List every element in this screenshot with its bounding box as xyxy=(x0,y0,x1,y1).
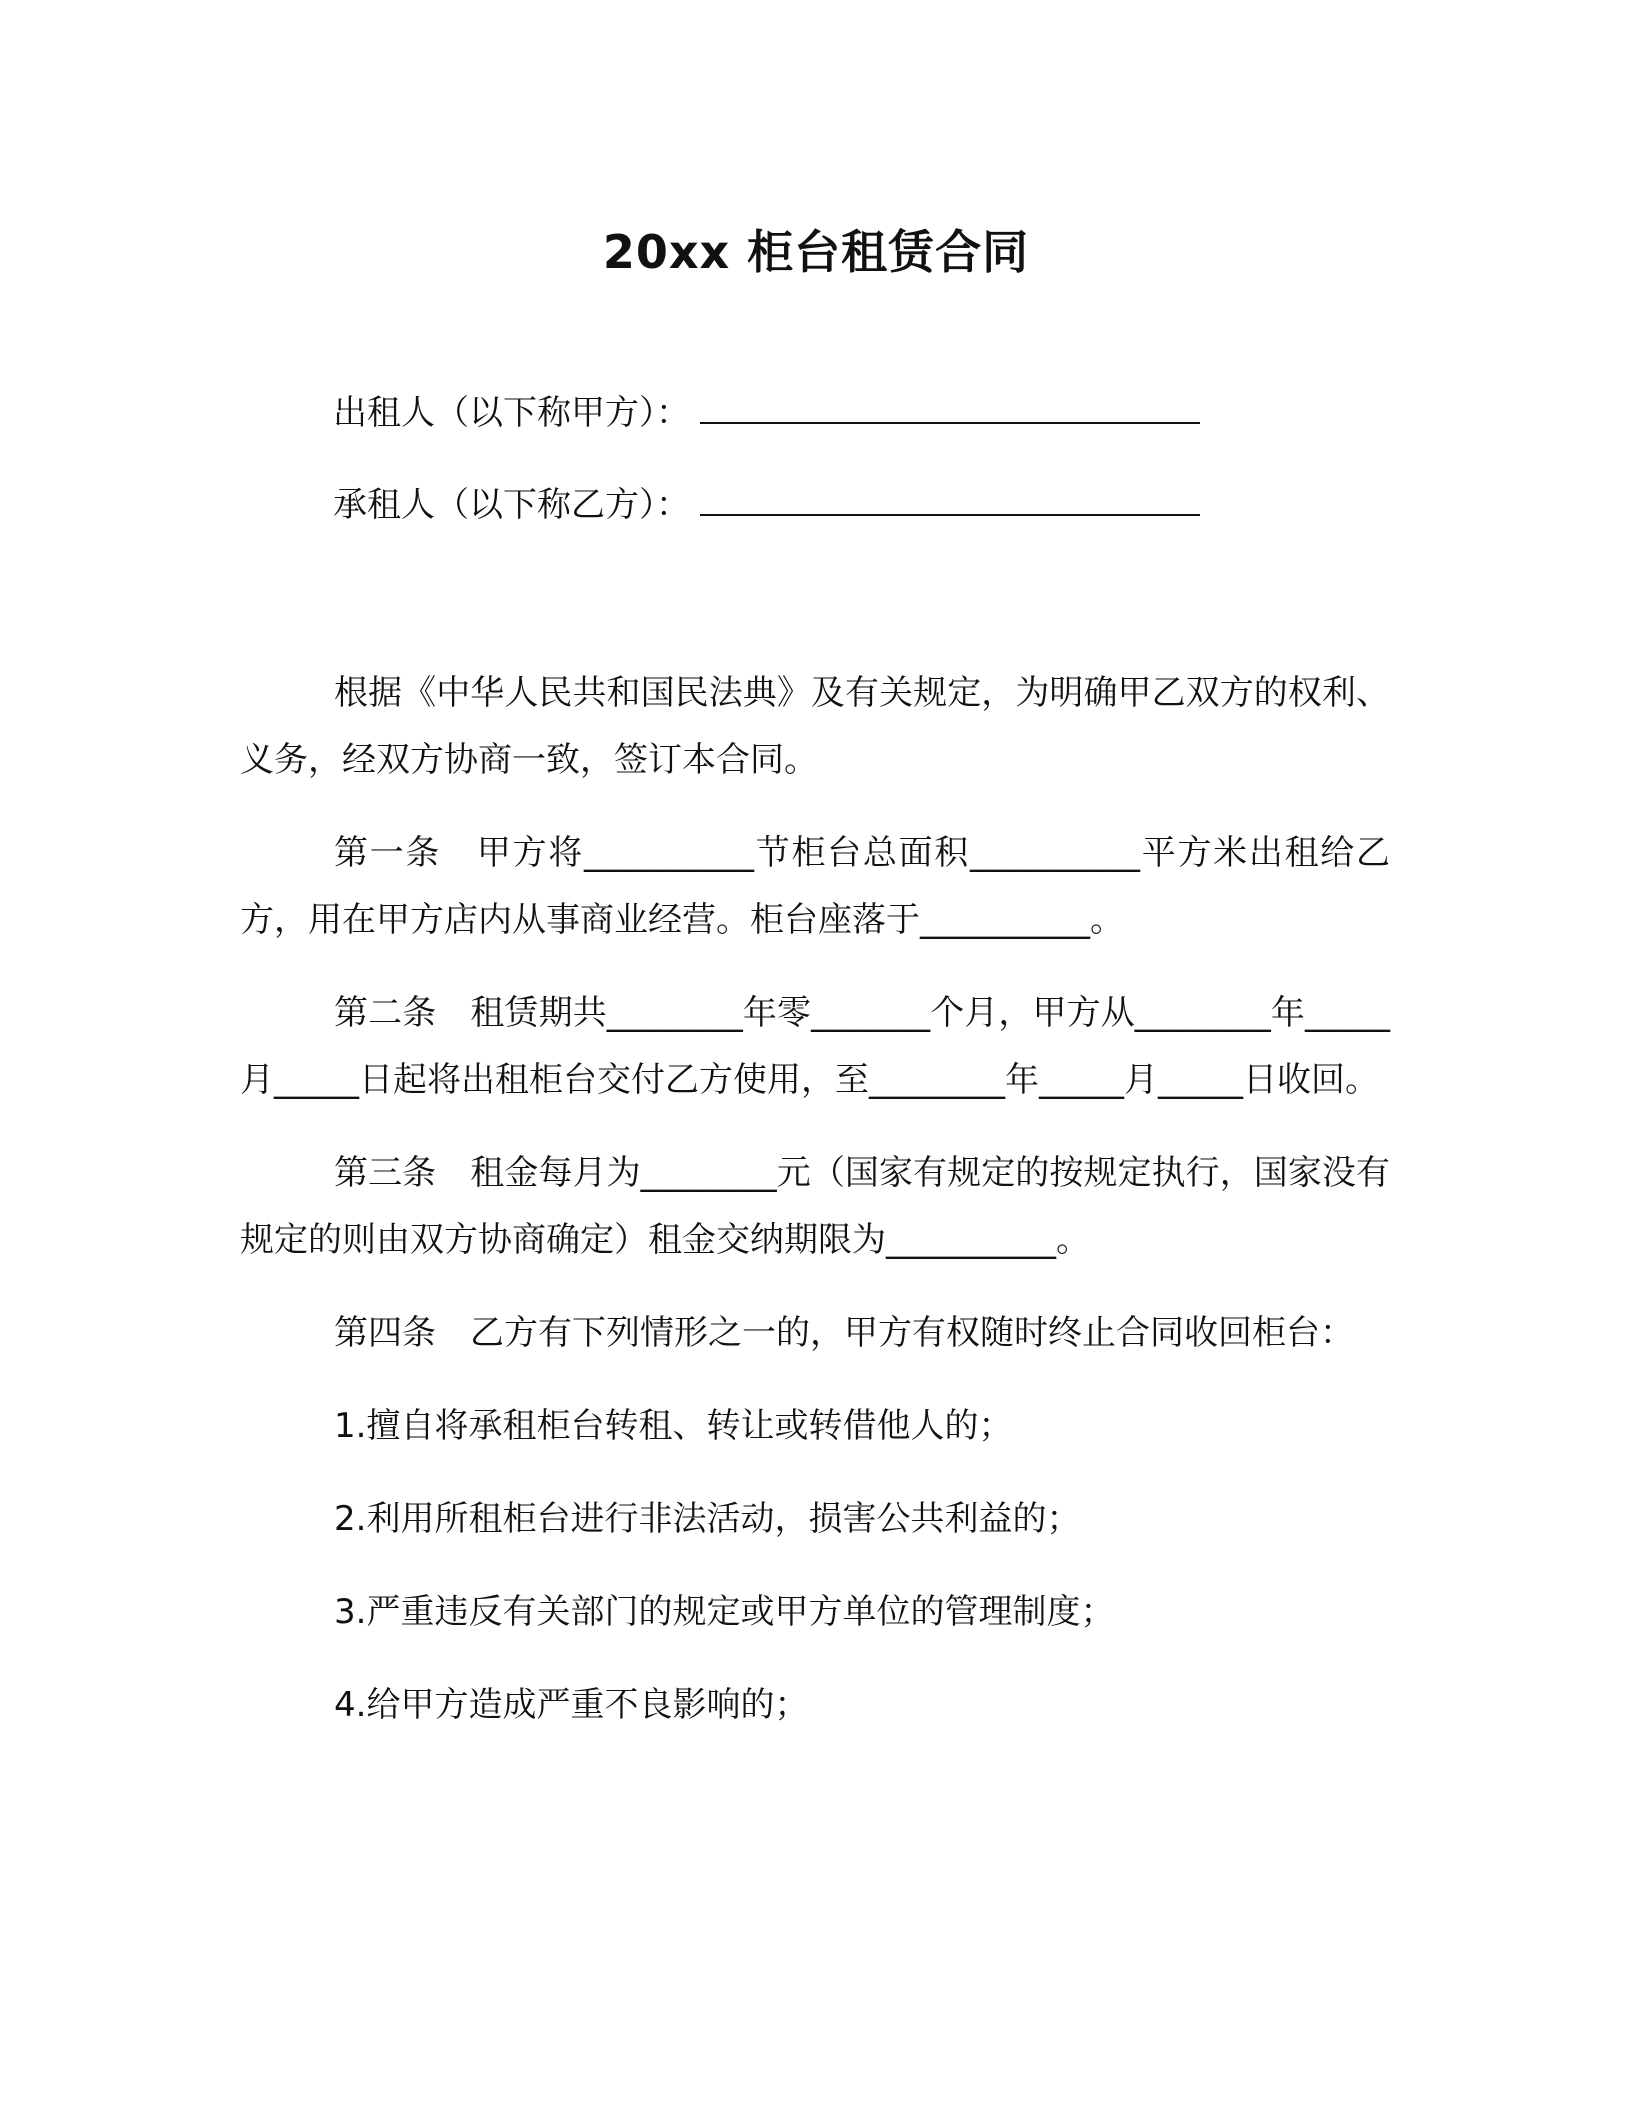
article-4 xyxy=(240,1300,1390,1367)
article-label: 第四条 xyxy=(334,1313,436,1353)
article-2 xyxy=(240,980,1390,1114)
lessee-label: 承租人（以下称乙方）： xyxy=(333,485,690,525)
list-item: 1.擅自将承租柜台转租、转让或转借他人的； xyxy=(334,1406,1013,1446)
article-text: 乙方有下列情形之一的，甲方有权随时终止合同收回柜台： xyxy=(470,1313,1354,1353)
contract-body xyxy=(240,660,1390,1765)
article-3 xyxy=(240,1140,1390,1274)
intro-paragraph: 根据《中华人民共和国民法典》及有关规定，为明确甲乙双方的权利、义务，经双方协商一致，签订本合同。 xyxy=(240,673,1390,780)
lessor-blank xyxy=(700,388,1200,424)
document-title: 20xx 柜台租赁合同 xyxy=(602,225,1030,279)
article-label: 第一条 xyxy=(334,833,442,873)
lessor-label: 出租人（以下称甲方）： xyxy=(333,393,690,433)
article-text: 租金每月为________元（国家有规定的按规定执行，国家没有规定的则由双方协商确定）租金交纳期限为__________。 xyxy=(240,1153,1391,1260)
lessee-line xyxy=(333,480,1200,530)
lessor-line xyxy=(333,388,1200,438)
article-1 xyxy=(240,820,1390,954)
list-item: 4.给甲方造成严重不良影响的； xyxy=(334,1685,809,1725)
article-text: 甲方将__________节柜台总面积__________平方米出租给乙方，用在甲方店内从事商业经营。柜台座落于__________。 xyxy=(240,833,1391,940)
list-item: 3.严重违反有关部门的规定或甲方单位的管理制度； xyxy=(334,1592,1115,1632)
article-text: 租赁期共________年零_______个月，甲方从________年_____月_____日起将出租柜台交付乙方使用，至________年_____月_____日收回。 xyxy=(240,993,1391,1100)
article-label: 第二条 xyxy=(334,993,437,1033)
lessee-blank xyxy=(700,480,1200,516)
article-label: 第三条 xyxy=(334,1153,437,1193)
list-item: 2.利用所租柜台进行非法活动，损害公共利益的； xyxy=(334,1499,1081,1539)
